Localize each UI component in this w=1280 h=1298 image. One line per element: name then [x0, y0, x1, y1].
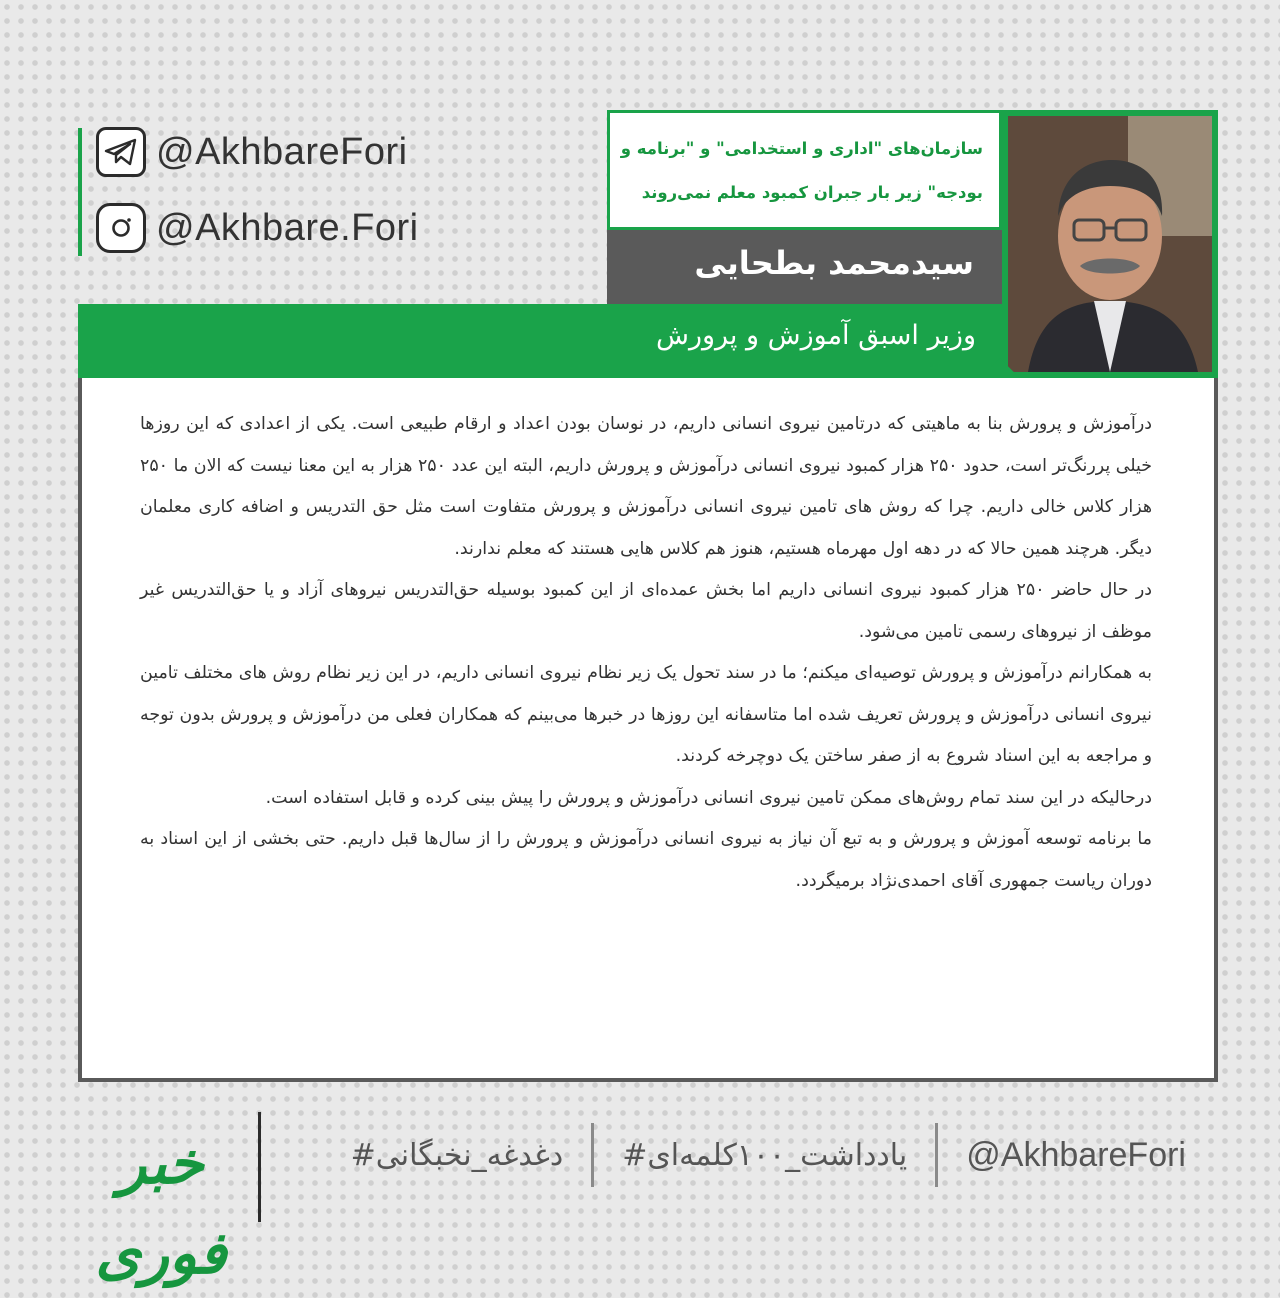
quote-line-1: سازمان‌های "اداری و استخدامی" و "برنامه و [620, 139, 983, 158]
speaker-photo [1008, 116, 1212, 372]
instagram-icon [96, 203, 146, 253]
telegram-icon [96, 127, 146, 177]
footer-divider [258, 1112, 261, 1222]
speaker-photo-frame [1002, 110, 1218, 378]
instagram-link[interactable] [96, 200, 419, 256]
social-accent-bar [78, 128, 82, 256]
telegram-link[interactable] [96, 124, 408, 180]
hashtag-100-word-note[interactable]: #یادداشت_۱۰۰کلمه‌ای [622, 1137, 908, 1173]
paragraph-3: به همکارانم درآموزش و پرورش توصیه‌ای میکنم؛ ما در سند تحول یک زیر نظام نیروی انسانی داریم، در این زیر نظام روش های مختلف تامین نیروی انسانی درآموزش و پرورش تعریف شده اما متاسفانه این روزها در خبرها می‌بینم که همکاران فعلی من درآموزش و پرورش بدون توجه و مراجعه به این اسناد شروع به از صفر ساختن یک دوچرخه کردند. [140, 663, 1152, 766]
speaker-title: وزیر اسبق آموزش و پرورش [78, 304, 1002, 378]
brand-logo-text: خبر فوری [95, 1129, 227, 1287]
instagram-handle: @Akhbare.Fori [156, 206, 419, 249]
footer-handle[interactable]: @AkhbareFori [966, 1135, 1186, 1174]
footer-tags [323, 1120, 1214, 1190]
paragraph-5: ما برنامه توسعه آموزش و پرورش و به تبع آن نیاز به نیروی انسانی درآموزش و پرورش را از سال‌ها قبل داریم. حتی بخشی از این اسناد به دوران ریاست جمهوری آقای احمدی‌نژاد برمیگردد. [140, 829, 1152, 891]
quote-line-2: بودجه" زیر بار جبران کمبود معلم نمی‌روند [641, 183, 983, 202]
brand-logo [76, 1118, 246, 1287]
article-body [78, 378, 1218, 1082]
paragraph-1: درآموزش و پرورش بنا به ماهیتی که درتامین نیروی انسانی داریم، در نوسان بودن اعداد و ارقام طبیعی است. یکی از اعدادی که این روزها خیلی پررنگ‌تر است، حدود ۲۵۰ هزار کمبود نیروی انسانی درآموزش و پرورش داریم، البته این عدد ۲۵۰ هزار به این معنا نیست که الان ما ۲۵۰ هزار کلاس خالی داریم. چرا که روش های تامین نیروی انسانی درآموزش و پرورش متفاوت است مثل حق التدریس و اضافه کاری معلمان دیگر. هرچند همین حالا که در دهه اول مهرماه هستیم، هنوز هم کلاس هایی هستند که معلم ندارند. [140, 414, 1152, 559]
paragraph-4: درحالیکه در این سند تمام روش‌های ممکن تامین نیروی انسانی درآموزش و پرورش را پیش بینی کرده و قابل استفاده است. [265, 787, 1152, 808]
telegram-handle: @AkhbareFori [156, 130, 408, 173]
speaker-name: سیدمحمد بطحایی [607, 230, 1002, 304]
paragraph-2: در حال حاضر ۲۵۰ هزار کمبود نیروی انسانی داریم اما بخش عمده‌ای از این کمبود بوسیله حق‌التدریس نیروهای آزاد و یا حق‌التدریس غیر موظف از نیروهای رسمی تامین می‌شود. [140, 580, 1152, 642]
headline-quote [607, 110, 1002, 230]
hashtag-elite-concern[interactable]: #دغدغه_نخبگانی [350, 1137, 564, 1173]
